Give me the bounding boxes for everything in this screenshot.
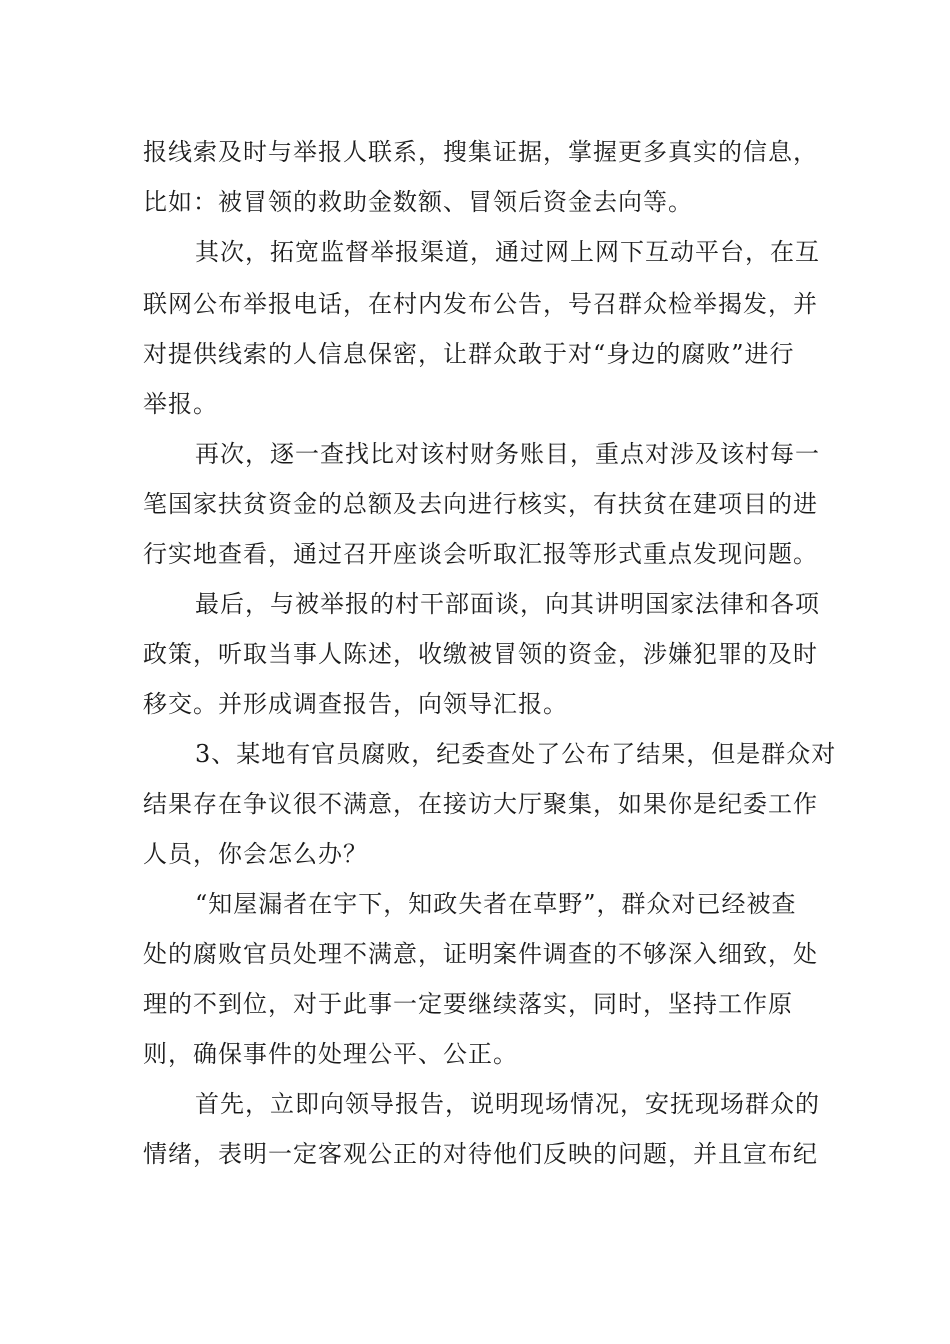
text-line: 情绪，表明一定客观公正的对待他们反映的问题，并且宣布纪 bbox=[143, 1140, 818, 1168]
text-line: “知屋漏者在宇下，知政失者在草野”，群众对已经被查 bbox=[195, 890, 797, 918]
text-line: 移交。并形成调查报告，向领导汇报。 bbox=[143, 690, 568, 718]
text-line: 处的腐败官员处理不满意，证明案件调查的不够深入细致，处 bbox=[143, 940, 818, 968]
text-line: 人员，你会怎么办？ bbox=[143, 840, 368, 868]
text-line: 则，确保事件的处理公平、公正。 bbox=[143, 1040, 518, 1068]
text-line: 其次，拓宽监督举报渠道，通过网上网下互动平台，在互 bbox=[195, 238, 820, 266]
text-line: 政策，听取当事人陈述，收缴被冒领的资金，涉嫌犯罪的及时 bbox=[143, 640, 818, 668]
text-line: 笔国家扶贫资金的总额及去向进行核实，有扶贫在建项目的进 bbox=[143, 490, 818, 518]
text-line: 举报。 bbox=[143, 390, 218, 418]
text-line: 理的不到位，对于此事一定要继续落实，同时，坚持工作原 bbox=[143, 990, 793, 1018]
text-line: 结果存在争议很不满意，在接访大厅聚集，如果你是纪委工作 bbox=[143, 790, 818, 818]
text-line: 报线索及时与举报人联系，搜集证据，掌握更多真实的信息， bbox=[143, 138, 818, 166]
text-line: 对提供线索的人信息保密，让群众敢于对“身边的腐败”进行 bbox=[143, 340, 795, 368]
text-line: 首先，立即向领导报告，说明现场情况，安抚现场群众的 bbox=[195, 1090, 820, 1118]
text-line: 最后，与被举报的村干部面谈，向其讲明国家法律和各项 bbox=[195, 590, 820, 618]
text-line: 3、某地有官员腐败，纪委查处了公布了结果，但是群众对 bbox=[195, 740, 837, 768]
text-line: 联网公布举报电话，在村内发布公告，号召群众检举揭发，并 bbox=[143, 290, 818, 318]
text-line: 比如：被冒领的救助金数额、冒领后资金去向等。 bbox=[143, 188, 693, 216]
text-line: 再次，逐一查找比对该村财务账目，重点对涉及该村每一 bbox=[195, 440, 820, 468]
text-line: 行实地查看，通过召开座谈会听取汇报等形式重点发现问题。 bbox=[143, 540, 818, 568]
